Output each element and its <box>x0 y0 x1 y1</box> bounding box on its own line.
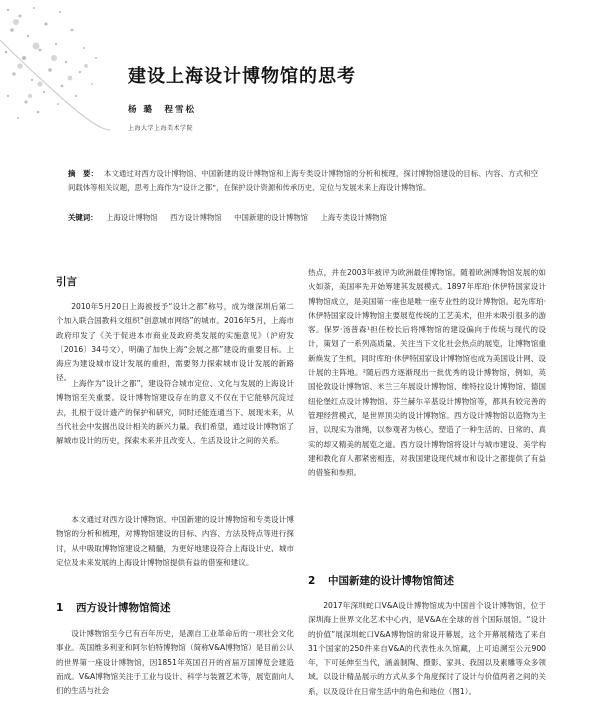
section-number: 1 <box>56 602 64 614</box>
abstract-label: 摘 要： <box>68 169 98 178</box>
paper-authors: 杨 璐 程雪松 <box>128 105 196 115</box>
keyword-item: 西方设计博物馆 <box>170 213 222 222</box>
right-column-paragraph: 热点，并在2003年被评为欧洲最佳博物馆。随着欧洲博物馆发展的如火如荼，美国率先开始筹建其发展模式。1897年库珀·休伊特国家设计博物馆成立，是美国第一座也是唯一座专业性的设计博物馆。起先库珀·休伊特国家设计博物馆主要展览传统的工艺美术，但并未吸引很多的游客。保罗·汤普森¹担任校长后将博物馆的建设偏向于传统与现代的设计，策划了一系列高质量、关注当下文化社会热点的展览，让博物馆重新焕发了生机，同时库珀·休伊特国家设计博物馆也成为美国设计网、设计展的主阵地。²随后西方逐渐现出一批优秀的设计博物馆，例如，英国伦敦设计博物馆、米兰三年展设计博物馆、维特拉设计博物馆、德国纽伦堡红点设计博物馆、芬兰赫尔辛基设计博物馆等，都具有较完善的管理经营模式，是世界顶尖的设计博物馆。西方设计博物馆以造物为主旨，以现实为准绳，以参观者为核心，塑造了一种生活的、日常的、真实的却又精美的展览之道。西方设计博物馆将设计与城市建设、美学构建和教化育人都紧密相连，对我国建设现代城市和设计之都提供了有益的借鉴和参照。 <box>308 268 546 478</box>
section1-paragraph: 设计博物馆至今已有百年历史，是源自工业革命后的一项社会文化事业。英国维多利亚和阿尔伯特博物馆（简称V&A博物馆）是目前公认的世界第一座设计博物馆，因1851年英国召开的首届万国博览会建造而成。V&A博物馆关注于工业与设计、科学与装置艺术等，展览面向人们的生活与社会 <box>56 629 294 696</box>
abstract <box>68 167 538 194</box>
section2-paragraph: 2017年深圳蛇口V&A设计博物馆成为中国首个设计博物馆，位于深圳海上世界文化艺术中心内，是V&A在全球的首个国际展馆。“设计的价值”展深圳蛇口V&A博物馆的常设开幕展，这个开幕展精选了来自31个国家的250件来自V&A的代表性永久馆藏，上可追溯至公元900年，下可延伸至当代，涵盖制陶、摄影、家具、我国以及素雕等众多领域。以设计精品展示的方式从多个角度探讨了设计与价值两者之间的关系，以及设计在日常生活中的角色和地位（图1）。 <box>308 601 546 696</box>
corner-decoration <box>0 0 130 140</box>
section-title: 中国新建的设计博物馆简述 <box>328 575 454 587</box>
section-heading-2 <box>308 573 454 588</box>
keywords <box>68 212 538 224</box>
author-affiliation: 上海大学上海美术学院 <box>128 125 194 132</box>
keyword-item: 中国新建的设计博物馆 <box>234 213 309 222</box>
keywords-label: 关键词： <box>68 213 98 222</box>
section-number: 2 <box>308 575 316 587</box>
intro-paragraph: 本文通过对西方设计博物馆、中国新建的设计博物馆和专类设计博物馆的分析和梳理，对博物馆建设的目标、内容、方法及特点等进行探讨，从中吸取博物馆建设之精髓，为更好地建设符合上海设计史、城市定位及未来发展的上海设计博物馆提供有益的借鉴和建议。 <box>56 515 294 567</box>
intro-paragraph: 2010年5月20日上海被授予“设计之都”称号，成为继深圳后第二个加入联合国教科文组织“创意城市网络”的城市。2016年5月，上海市政府印发了《关于促进本市商业及政府类发展的实施意见》（沪府发〔2016〕34号文），明确了加快上海“会展之都”建设的重要目标。上海应为建设城市设计发展的重担，需要努力探索城市设计发展的新路径。 <box>56 302 294 383</box>
section-title: 西方设计博物馆简述 <box>76 602 171 614</box>
section-heading-1 <box>56 600 171 615</box>
section-heading-intro: 引言 <box>56 276 77 288</box>
paper-title: 建设上海设计博物馆的思考 <box>128 66 356 87</box>
keyword-item: 上海设计博物馆 <box>105 213 158 222</box>
keyword-item: 上海专类设计博物馆 <box>320 213 387 222</box>
abstract-text: 本文通过对西方设计博物馆、中国新建的设计博物馆和上海专类设计博物馆的分析和梳理，探讨博物馆建设的目标、内容、方式和空间载体等相关议题，思考上海作为“设计之都”，在保护设计资源和传承历史、定位与发展未来上海设计博物馆。 <box>68 169 538 192</box>
intro-paragraph: 上海作为“设计之都”，建设符合城市定位、文化与发展的上海设计博物馆至关重要。设计博物馆建设存在的意义不仅在于它能够沉淀过去，扎根于设计遗产的保护和研究，同时还能连通当下、展现未来，从当代社会中发掘出设计相关的新兴力量。我们希望，通过设计博物馆了解城市设计的历史，探索未来并且改变人、生活及设计之间的关系。 <box>56 379 294 446</box>
